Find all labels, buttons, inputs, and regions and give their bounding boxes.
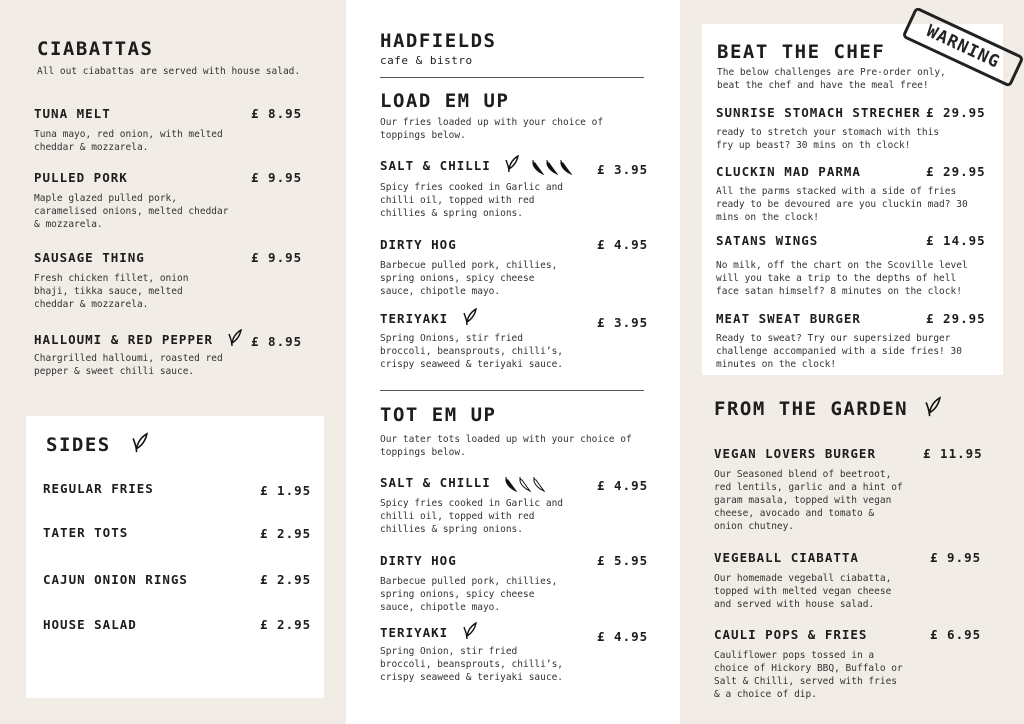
chilli-icon bbox=[503, 476, 517, 492]
item-price: £ 8.95 bbox=[251, 106, 303, 121]
warning-stamp-text: WARNING bbox=[923, 21, 1003, 73]
item-price: £ 14.95 bbox=[926, 233, 986, 248]
item-price: £ 29.95 bbox=[926, 311, 986, 326]
side-item-price: £ 1.95 bbox=[260, 483, 312, 498]
divider bbox=[380, 77, 644, 78]
chilli-icon bbox=[531, 476, 545, 492]
menu-item bbox=[380, 625, 649, 684]
item-name: TUNA MELT bbox=[34, 106, 111, 121]
item-price: £ 11.95 bbox=[923, 446, 983, 461]
beat-the-chef-box bbox=[702, 24, 1003, 375]
item-name: VEGAN LOVERS BURGER bbox=[714, 446, 876, 461]
item-name: PULLED PORK bbox=[34, 170, 128, 185]
divider bbox=[380, 390, 644, 391]
side-item-price: £ 2.95 bbox=[260, 617, 312, 632]
item-price: £ 9.95 bbox=[251, 170, 303, 185]
menu-item bbox=[714, 446, 984, 533]
item-description: Barbecue pulled pork, chillies, spring onions, spicy cheese sauce, chipotle mayo. bbox=[380, 576, 558, 613]
item-name: SUNRISE STOMACH STRECHER bbox=[716, 105, 921, 120]
challenge-item bbox=[716, 164, 986, 224]
side-item-name: HOUSE SALAD bbox=[43, 617, 137, 632]
vegetarian-leaf-icon bbox=[228, 329, 242, 347]
item-description: No milk, off the chart on the Scoville level will you take a trip to the depths of hell face satan himself? 8 minutes on the clock! bbox=[716, 260, 968, 297]
side-item-price: £ 2.95 bbox=[260, 572, 312, 587]
vegetarian-leaf-icon bbox=[463, 622, 477, 640]
menu-item bbox=[34, 332, 304, 378]
item-description: Our Seasoned blend of beetroot, red lentils, garlic and a hint of garam masala, topped with vegan cheese, avocado and tomato & onion chutney. bbox=[714, 469, 903, 532]
load-em-up-title: LOAD EM UP bbox=[380, 90, 510, 112]
item-price: £ 9.95 bbox=[251, 250, 303, 265]
menu-item bbox=[380, 158, 649, 220]
challenge-item bbox=[716, 233, 986, 298]
menu-item bbox=[714, 550, 984, 611]
challenge-item bbox=[716, 311, 986, 371]
item-description: Fresh chicken fillet, onion bhaji, tikka sauce, melted cheddar & mozzarela. bbox=[34, 273, 189, 310]
tot-em-up-title: TOT EM UP bbox=[380, 404, 497, 426]
item-price: £ 3.95 bbox=[597, 315, 649, 330]
item-price: £ 9.95 bbox=[930, 550, 982, 565]
item-description: ready to stretch your stomach with this fry up beast? 30 mins on th clock! bbox=[716, 127, 940, 151]
vegetarian-leaf-icon bbox=[505, 155, 519, 173]
item-description: Spring Onion, stir fried broccoli, beansprouts, chilli’s, crispy seaweed & teriyaki sauce. bbox=[380, 646, 564, 683]
item-name: CAULI POPS & FRIES bbox=[714, 627, 868, 642]
item-name: TERIYAKI bbox=[380, 311, 449, 326]
menu-item bbox=[34, 170, 304, 231]
menu-item bbox=[380, 475, 649, 536]
menu-item bbox=[714, 627, 984, 701]
item-price: £ 6.95 bbox=[930, 627, 982, 642]
vegetarian-leaf-icon bbox=[925, 396, 941, 418]
beat-the-chef-title: BEAT THE CHEF bbox=[717, 41, 886, 63]
item-price: £ 5.95 bbox=[597, 553, 649, 568]
chilli-icon bbox=[517, 476, 531, 492]
load-em-up-subtitle: Our fries loaded up with your choice of toppings below. bbox=[380, 117, 604, 141]
item-description: Ready to sweat? Try our supersized burger challenge accompanied with a side fries! 30 minutes on the clock! bbox=[716, 333, 962, 370]
brand-tagline: cafe & bistro bbox=[380, 54, 473, 67]
beat-the-chef-subtitle: The below challenges are Pre-order only, beat the chef and have the meal free! bbox=[717, 67, 946, 91]
item-name: MEAT SWEAT BURGER bbox=[716, 311, 861, 326]
menu-item bbox=[380, 311, 649, 371]
item-description: Chargrilled halloumi, roasted red pepper & sweet chilli sauce. bbox=[34, 353, 223, 377]
item-name: DIRTY HOG bbox=[380, 553, 457, 568]
item-description: Our homemade vegeball ciabatta, topped with melted vegan cheese and served with house salad. bbox=[714, 573, 892, 610]
item-price: £ 29.95 bbox=[926, 105, 986, 120]
chilli-icon bbox=[558, 159, 572, 175]
item-name: VEGEBALL CIABATTA bbox=[714, 550, 859, 565]
menu-item bbox=[34, 250, 304, 311]
item-price: £ 8.95 bbox=[251, 334, 303, 349]
tot-em-up-subtitle: Our tater tots loaded up with your choice of toppings below. bbox=[380, 434, 632, 458]
side-item-price: £ 2.95 bbox=[260, 526, 312, 541]
item-description: Maple glazed pulled pork, caramelised onions, melted cheddar & mozzarela. bbox=[34, 193, 229, 230]
item-description: Barbecue pulled pork, chillies, spring onions, spicy cheese sauce, chipotle mayo. bbox=[380, 260, 558, 297]
item-name: HALLOUMI & RED PEPPER bbox=[34, 332, 214, 347]
item-description: Tuna mayo, red onion, with melted cheddar & mozzarela. bbox=[34, 129, 223, 153]
item-description: All the parms stacked with a side of fries ready to be devoured are you cluckin mad? 30 mins on the clock! bbox=[716, 186, 968, 223]
item-price: £ 4.95 bbox=[597, 237, 649, 252]
item-price: £ 3.95 bbox=[597, 162, 649, 177]
menu-item bbox=[380, 237, 649, 298]
side-item-name: TATER TOTS bbox=[43, 525, 129, 540]
side-item-name: CAJUN ONION RINGS bbox=[43, 572, 188, 587]
menu-item bbox=[34, 106, 304, 154]
item-name: SALT & CHILLI bbox=[380, 475, 491, 490]
item-name: TERIYAKI bbox=[380, 625, 449, 640]
from-the-garden-title: FROM THE GARDEN bbox=[714, 398, 909, 420]
item-price: £ 29.95 bbox=[926, 164, 986, 179]
challenge-item bbox=[716, 105, 986, 152]
menu-item bbox=[380, 553, 649, 614]
item-name: SAUSAGE THING bbox=[34, 250, 145, 265]
item-description: Spicy fries cooked in Garlic and chilli oil, topped with red chillies & spring onions. bbox=[380, 497, 564, 535]
chilli-icon bbox=[530, 159, 544, 175]
item-name: SALT & CHILLI bbox=[380, 158, 491, 173]
item-name: DIRTY HOG bbox=[380, 237, 457, 252]
item-description: Spring Onions, stir fried broccoli, beansprouts, chilli’s, crispy seaweed & teriyaki sauce. bbox=[380, 333, 564, 370]
item-description: Cauliflower pops tossed in a choice of Hickory BBQ, Buffalo or Salt & Chilli, served with fries & a choice of dip. bbox=[714, 650, 903, 700]
item-name: SATANS WINGS bbox=[716, 233, 819, 248]
side-item-name: REGULAR FRIES bbox=[43, 481, 154, 496]
item-name: CLUCKIN MAD PARMA bbox=[716, 164, 861, 179]
chilli-icon bbox=[544, 159, 558, 175]
item-description: Spicy fries cooked in Garlic and chilli oil, topped with red chillies & spring onions. bbox=[380, 181, 564, 219]
sides-box bbox=[26, 416, 324, 698]
vegetarian-leaf-icon bbox=[132, 432, 148, 454]
item-price: £ 4.95 bbox=[597, 478, 649, 493]
ciabattas-subtitle: All out ciabattas are served with house salad. bbox=[37, 66, 301, 77]
ciabattas-title: CIABATTAS bbox=[37, 38, 154, 60]
brand-name: HADFIELDS bbox=[380, 30, 497, 52]
item-price: £ 4.95 bbox=[597, 629, 649, 644]
sides-title: SIDES bbox=[46, 434, 111, 456]
vegetarian-leaf-icon bbox=[463, 308, 477, 326]
